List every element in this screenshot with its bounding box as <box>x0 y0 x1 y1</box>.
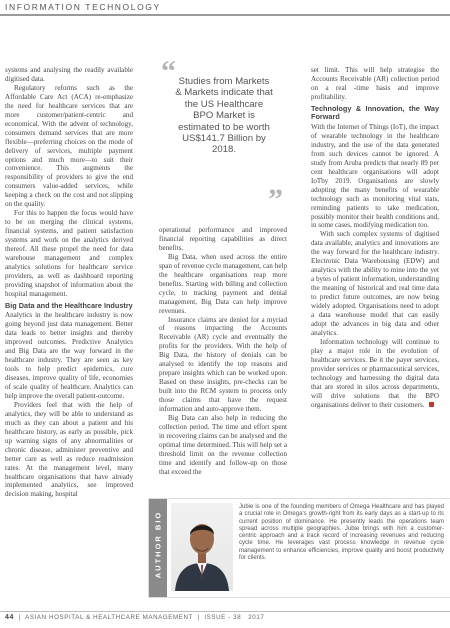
pull-quote <box>159 55 287 220</box>
author-bio-label: AUTHOR BIO <box>153 510 163 579</box>
paragraph: Big Data, when used across the entire span of revenue cycle management, can help the healthcare organisations reap more benefits. Starting with billing and collection cycle, to tracking payment and denial management, Big Data can help improve revenues. <box>159 252 287 315</box>
paragraph: Regulatory reforms such as the Affordable Care Act (ACA) re-emphasize the need for healthcare services that are more customer/patient-centric and economical. With the advent of technology, consumers demand services that are more flexible—preferring choices on the mode of delivery of services, multiple payment options and much more—to suit their convenience. This augments the responsibility of providers to give the end consumers value-added services, while keeping a check on the cost and not slipping on the quality. <box>5 83 133 209</box>
page-footer: 44 | ASIAN HOSPITAL & HEALTHCARE MANAGEMENT | ISSUE - 38 2017 <box>5 614 265 621</box>
column-3 <box>311 66 439 410</box>
author-bio-box <box>148 498 450 598</box>
close-quote-icon: ” <box>268 183 283 216</box>
subheading: Technology & Innovation, the Way Forward <box>311 103 439 122</box>
open-quote-icon: “ <box>161 55 176 88</box>
page-number: 44 <box>5 614 14 621</box>
paragraph-text: Information technology will continue to play a major role in the evolution of healthcare services. Be it the payer services, provider services or pharmaceutical services, technology and harnessing the digital data that are stored in silos across departments, will drive solutions that the BPO organisations deliver to their customers. <box>311 337 439 409</box>
header-rule <box>0 14 450 16</box>
end-mark-icon <box>429 402 434 407</box>
column-2 <box>159 226 287 477</box>
paragraph: systems and analysing the readily available digitised data. <box>5 66 133 83</box>
issue-year: 2017 <box>248 614 265 621</box>
issue-number: ISSUE - 38 <box>204 614 242 621</box>
paragraph: Insurance claims are denied for a myriad of reasons impacting the Accounts Receivable (AR) cycle and eventually the profits for the providers. With the help of Big Data, the history of denials can be analysed to identify the top reasons and prepare insights which can be worked upon. Based on these insights, pre-checks can be built into the RCM system to process only those claims that have the request information and auto-approve them. <box>159 315 287 414</box>
footer-rule <box>0 611 450 612</box>
pull-quote-text: Studies from Markets & Markets indicate that the US Healthcare BPO Market is estimated to be worth US$141.7 Billion by 2018. <box>175 76 273 156</box>
paragraph: For this to happen the focus would have to be on merging the clinical systems, financial systems, and patient satisfaction systems and work on the analytics derived thereof. All these propel the need for data warehouse management and complex analytics solutions for healthcare service providers, as well as dashboard reporting providing snapshot of information about the hospital management. <box>5 209 133 298</box>
paragraph: With such complex systems of digitised data available, analytics and innovations are the way forward for the healthcare industry. Electronic Data Warehousing (EDW) and analytics with the ability to mine into the yet a bytes of patient information, understanding the meaning of historical and real time data to predict future outcomes, are now being widely adopted. Organisations need to adopt a data warehouse model that can easily adopt the advances in big data and other analytics. <box>311 230 439 337</box>
paragraph <box>311 338 439 410</box>
author-bio-strip <box>149 499 167 597</box>
paragraph: Big Data can also help in reducing the collection period. The time and effort spent in recovering claims can be analysed and the optimal time determined. This will help set a threshold limit on the revenue collection time and identify and follow-up on those that exceed the <box>159 414 287 476</box>
person-icon <box>171 503 233 591</box>
paragraph: Analytics in the healthcare industry is now going beyond just data management. Better data leads to better insights and thereby improved outcomes. Predictive Analytics and Big Data are the way forward in the healthcare industry. They are seen as key tools to help predict epidemics, cure diseases, improve quality of life, economies of scale quality of healthcare. Analytics can help improve the overall patient-outcome. <box>5 311 133 400</box>
subheading: Big Data and the Healthcare Industry <box>5 300 133 310</box>
author-bio-text: Jubie is one of the founding members of Omega Healthcare and has played a crucial role in Omega's growth-right from its early days as a start-up to its current position of dominance. He presently leads the operations team spread across multiple geographies. Jubie brings with him a customer-centric approach and a track record of increasing revenues and reducing cycle time. He leverages vast process knowledge in revenue cycle management to enhance efficiencies, improve quality and boost productivity for clients. <box>239 504 444 562</box>
paragraph: operational performance and improved financial reporting capabilities as direct benefits. <box>159 226 287 252</box>
column-1 <box>5 66 133 499</box>
publication-name: ASIAN HOSPITAL & HEALTHCARE MANAGEMENT <box>25 614 193 621</box>
author-photo <box>171 503 233 591</box>
paragraph: Providers feel that with the help of analytics, they will be able to understand as much as they can about a patient and his healthcare history, as early as possible, pick up warning signs of any abnormalities or chronic disease, administer preventive and better care as well as reduce readmission rates. At the management level, many healthcare organisations that have already implemented analytics, see improved decision making, hospital <box>5 400 133 499</box>
paragraph: set limit. This will help strategise the Accounts Receivable (AR) collection period on a real -time basis and improve profitability. <box>311 66 439 101</box>
section-header: INFORMATION TECHNOLOGY <box>5 2 161 12</box>
paragraph: With the Internet of Things (IoT), the impact of wearable technology in the healthcare industry, and the use of the data generated from such devices cannot be ignored. A study from Aruba predicts that nearly 89 per cent healthcare organisations will adopt IoTby 2019. Organisations are slowly adopting the many benefits of wearable technology such as monitoring vital stats, reminding patients to take medication, possibly monitor their health conditions and, in some cases, modifying medication too. <box>311 123 439 230</box>
